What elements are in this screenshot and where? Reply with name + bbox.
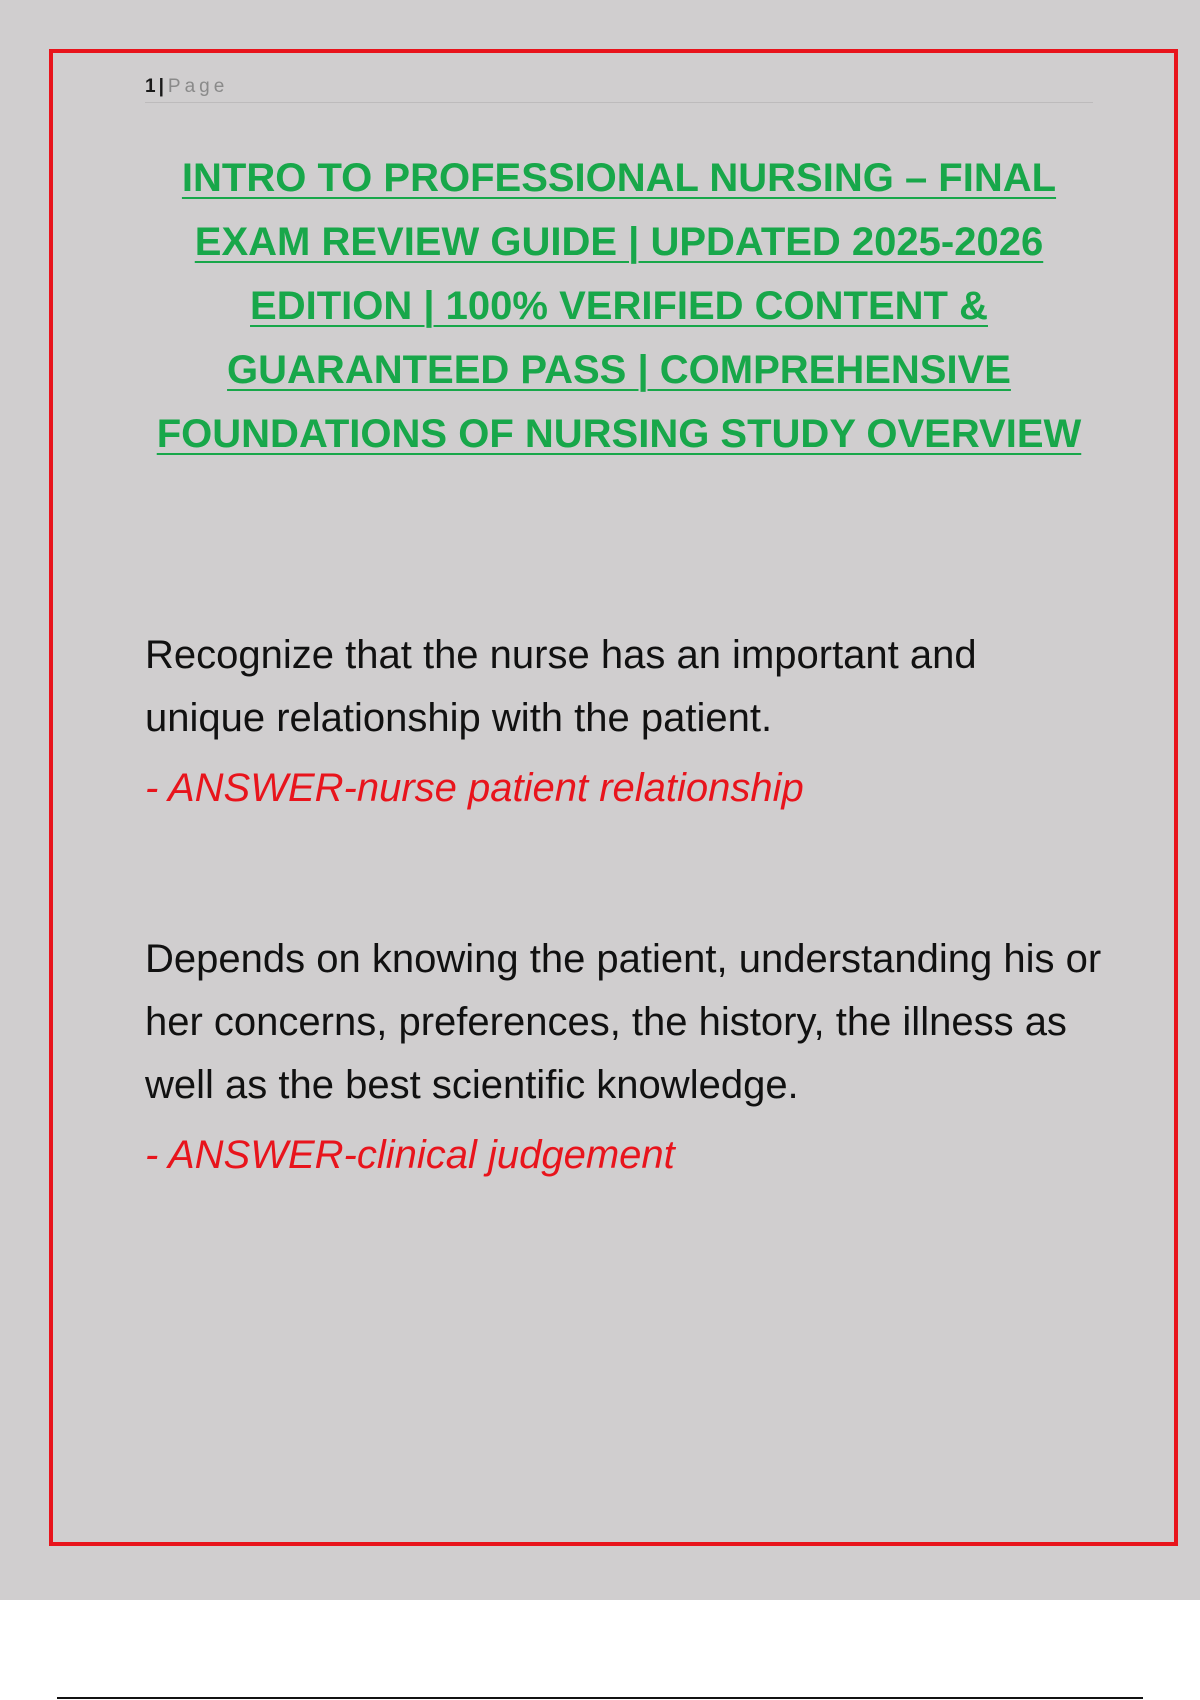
- question-text: Recognize that the nurse has an important and unique relationship with the patient.: [145, 633, 977, 740]
- answer-text: - ANSWER-clinical judgement: [145, 1133, 675, 1177]
- question-text: Depends on knowing the patient, understanding his or her concerns, preferences, the history, the illness as well as the best scientific knowledge.: [145, 937, 1102, 1107]
- header-separator: |: [158, 76, 164, 97]
- document-title: INTRO TO PROFESSIONAL NURSING – FINAL EXAM REVIEW GUIDE | UPDATED 2025-2026 EDITION | 100% VERIFIED CONTENT & GUARANTEED PASS | COMPREHENSIVE FOUNDATIONS OF NURSING STUDY OVERVIEW: [156, 156, 1082, 456]
- page-header: [145, 74, 1093, 103]
- page-number: 1: [145, 76, 156, 97]
- answer-text: - ANSWER-nurse patient relationship: [145, 766, 804, 810]
- page-label: Page: [167, 76, 229, 97]
- qa-item: [145, 624, 1105, 816]
- footer-divider: [57, 1697, 1143, 1699]
- qa-item: [145, 928, 1105, 1183]
